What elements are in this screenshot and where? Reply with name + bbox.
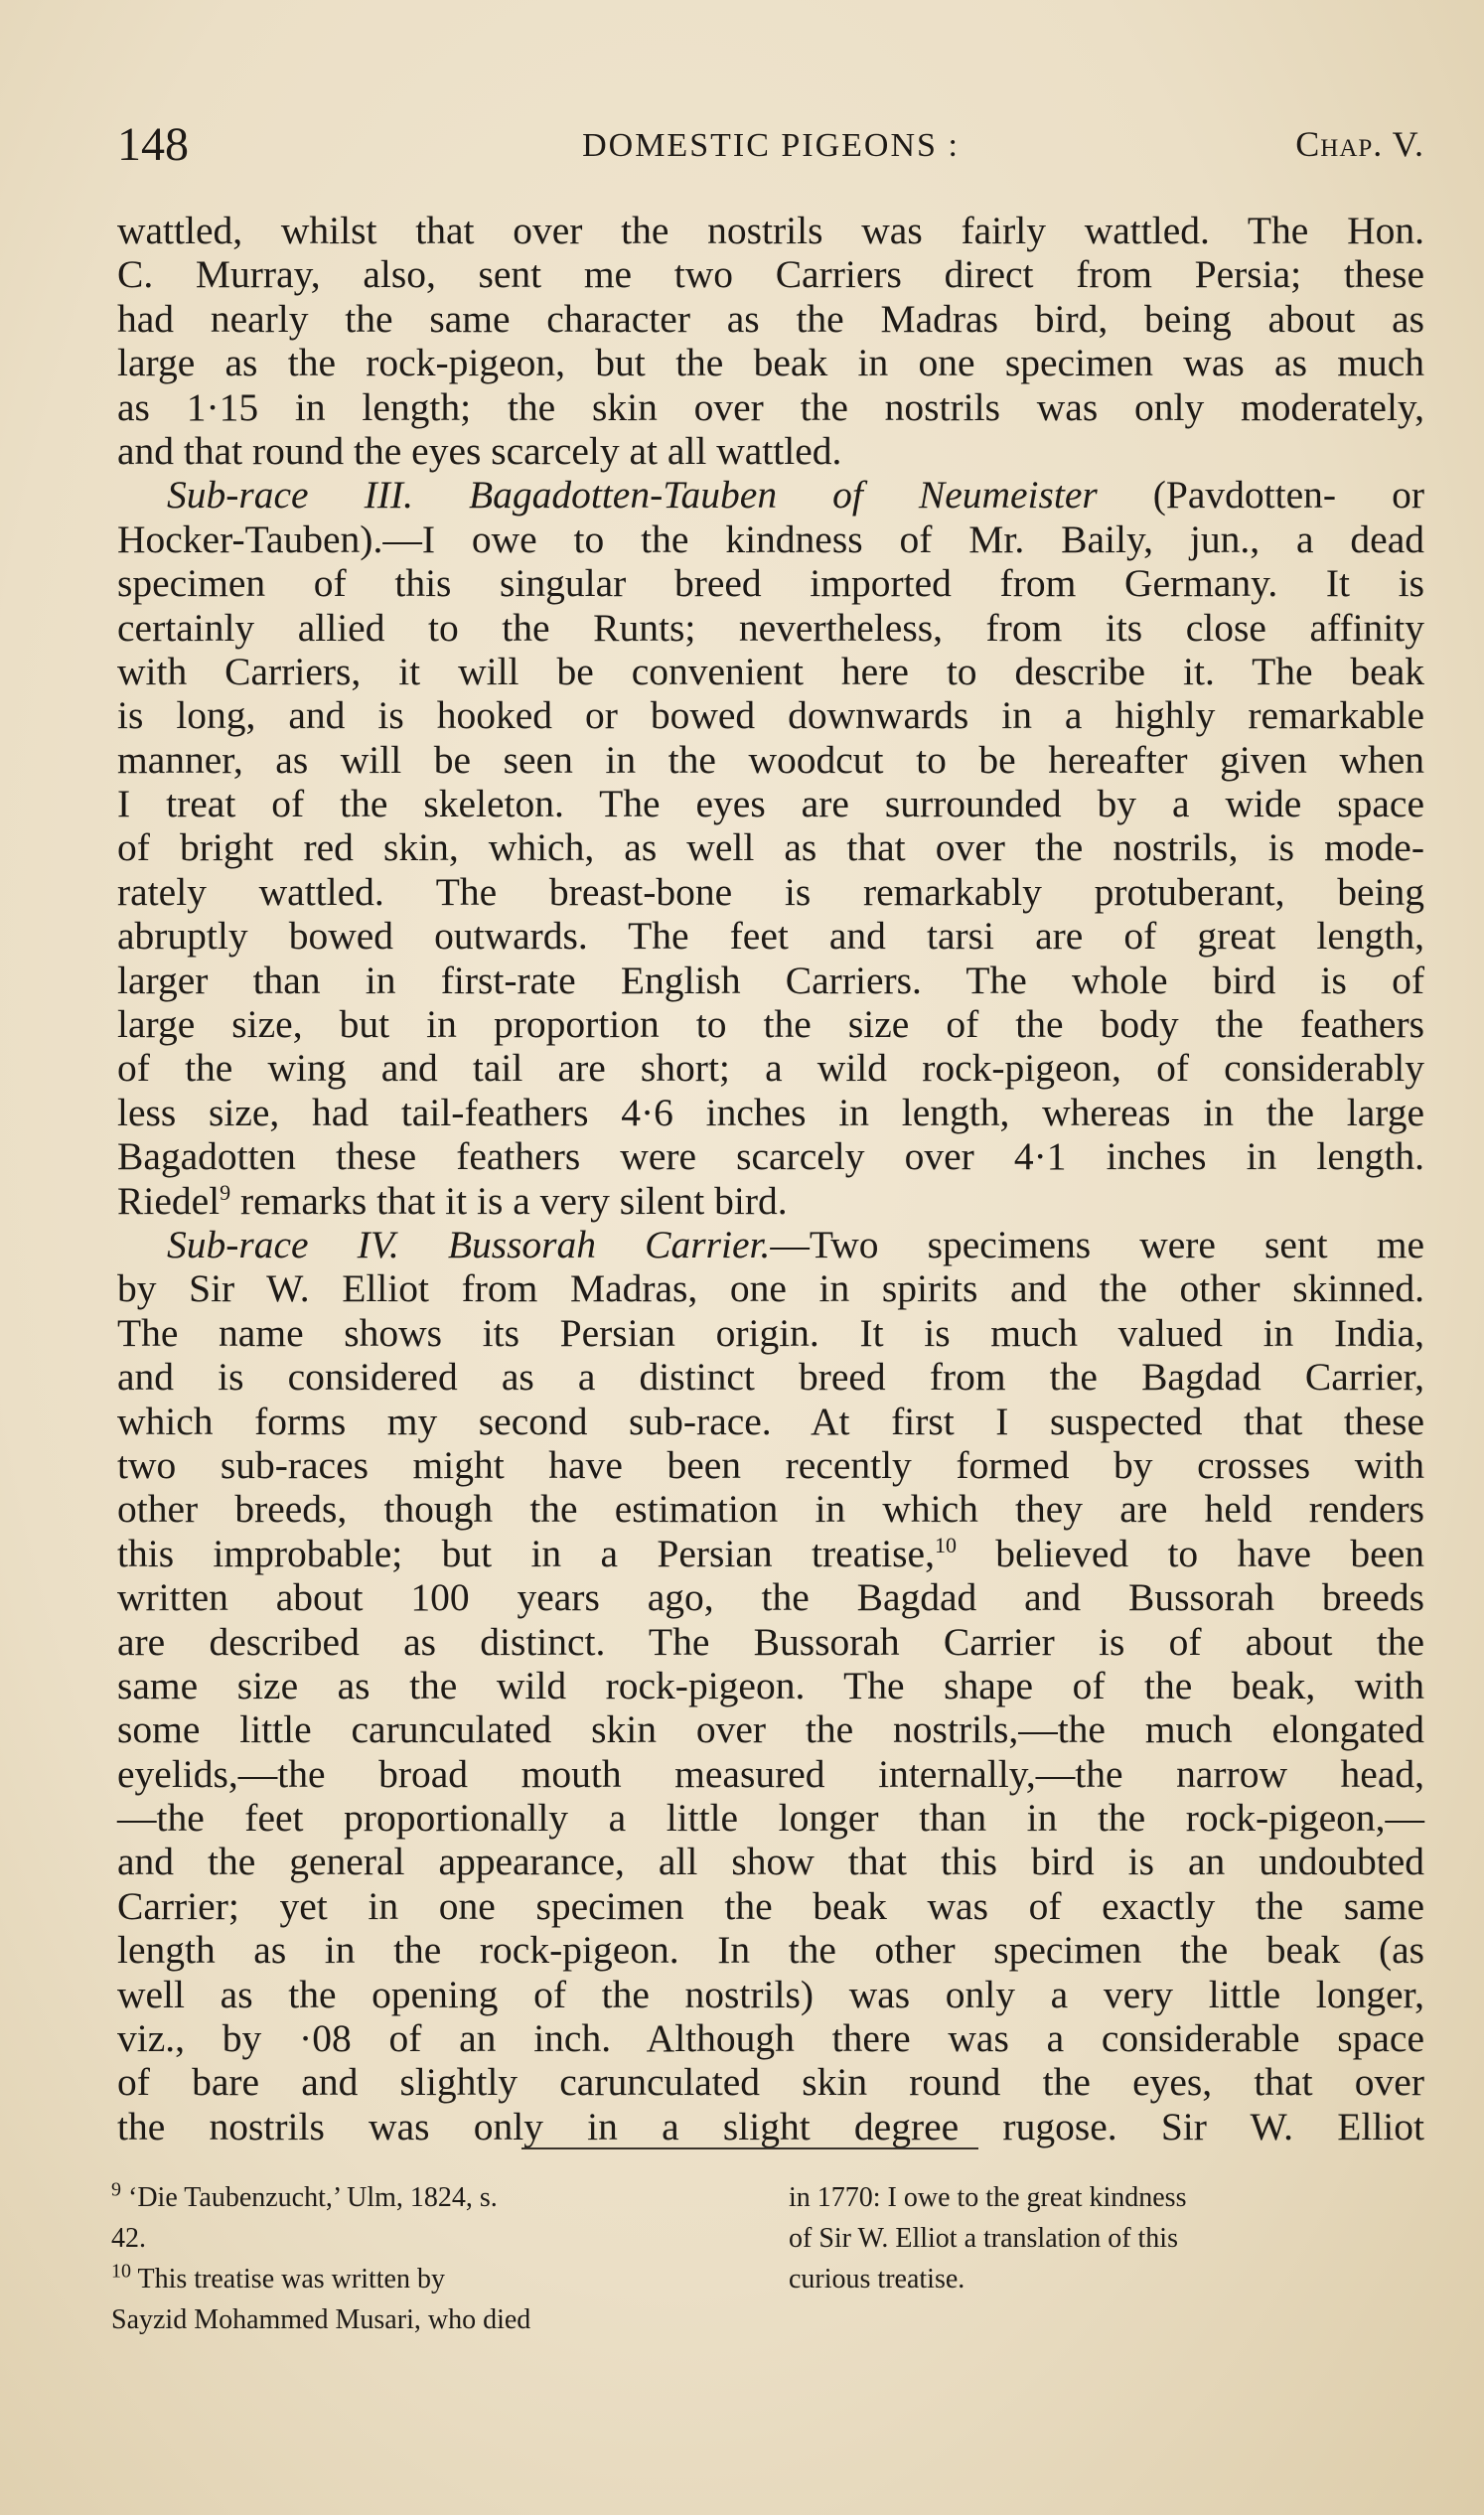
body-text-fragment: believed to have been [956,1531,1424,1575]
body-line: which forms my second sub-race. At first I suspected that these [117,1399,1424,1443]
subrace-iii-label: Sub-race III. Bagadotten-Tauben of Neumeister [167,473,1098,518]
body-line: viz., by ·08 of an inch. Although there was a considerable space [117,2016,1424,2061]
body-line [117,1532,1424,1575]
footnotes [111,2177,1424,2406]
body-line: had nearly the same character as the Madras bird, being about as [117,296,1424,341]
footnote-text: This treatise was written by [131,2264,445,2294]
body-line: certainly allied to the Runts; nevertheless, from its close affinity [117,605,1424,650]
page-number: 148 [117,118,189,171]
body-line: are described as distinct. The Bussorah Carrier is of about the [117,1619,1424,1664]
footnote-reference: 9 [220,1179,231,1205]
footnote-marker: 9 [111,2178,121,2201]
body-line: wattled, whilst that over the nostrils was fairly wattled. The Hon. [117,209,1424,252]
footnote-reference: 10 [934,1532,957,1557]
body-line: larger than in first-rate English Carriers. The whole bird is of [117,958,1424,1002]
body-line: other breeds, though the estimation in which they are held renders [117,1487,1424,1532]
body-line: large size, but in proportion to the size of the body the feathers [117,1002,1424,1047]
body-line: and is considered as a distinct breed from the Bagdad Carrier, [117,1355,1424,1400]
body-line: and the general appearance, all show that this bird is an undoubted [117,1840,1424,1884]
body-text-fragment: this improbable; but in a Persian treatise, [117,1531,935,1575]
body-line: the nostrils was only in a slight degree rugose. Sir W. Elliot [117,2104,1424,2148]
body-text-fragment: —Two specimens were sent me [770,1222,1424,1266]
footnote-line [111,2218,739,2259]
body-text-fragment: Riedel [117,1178,221,1223]
body-line: specimen of this singular breed imported from Germany. It is [117,561,1424,606]
footnotes-right-column [789,2177,1424,2299]
footnote-rule [521,2147,978,2149]
body-line: Hocker-Tauben).—I owe to the kindness of Mr. Baily, jun., a dead [117,517,1424,561]
footnote-line: in 1770: I owe to the great kindness [789,2182,1187,2213]
body-line: with Carriers, it will be convenient here to describe it. The beak [117,649,1424,693]
subrace-iv-heading-line [117,1223,1424,1266]
body-line: and that round the eyes scarcely at all wattled. [117,428,842,473]
body-line: of the wing and tail are short; a wild rock-pigeon, of considerably [117,1046,1424,1091]
subrace-iv-label: Sub-race IV. Bussorah Carrier. [167,1222,771,1266]
footnote-line [111,2177,739,2218]
body-line: by Sir W. Elliot from Madras, one in spirits and the other skinned. [117,1266,1424,1311]
body-line: abruptly bowed outwards. The feet and tarsi are of great length, [117,914,1424,959]
body-line: —the feet proportionally a little longer than in the rock-pigeon,— [117,1796,1424,1841]
body-line: some little carunculated skin over the nostrils,—the much elongated [117,1707,1424,1752]
body-line: is long, and is hooked or bowed downwards in a highly remarkable [117,693,1424,738]
body-text-fragment: (Pavdotten- or [1097,473,1424,518]
body-line: The name shows its Persian origin. It is much valued in India, [117,1310,1424,1355]
body-line: well as the opening of the nostrils) was only a very little longer, [117,1972,1424,2016]
footnote-line: curious treatise. [789,2264,965,2294]
running-head [117,117,1424,177]
body-line: less size, had tail-feathers 4·6 inches in length, whereas in the large [117,1090,1424,1134]
body-text-fragment: remarks that it is a very silent bird. [230,1178,788,1223]
body-line: as 1·15 in length; the skin over the nostrils was only moderately, [117,384,1424,429]
body-line: two sub-races might have been recently formed by crosses with [117,1442,1424,1487]
body-line: rately wattled. The breast-bone is remarkably protuberant, being [117,869,1424,914]
footnotes-left-column [111,2177,739,2340]
footnote-marker: 10 [111,2260,131,2283]
footnote-line [111,2299,739,2340]
subrace-iii-heading-line [117,473,1424,517]
footnote-text: Sayzid Mohammed Musari, who died [111,2304,531,2335]
body-line: I treat of the skeleton. The eyes are surrounded by a wide space [117,782,1424,826]
running-title: DOMESTIC PIGEONS : [582,127,960,164]
footnote-line: of Sir W. Elliot a translation of this [789,2223,1178,2254]
body-line: of bare and slightly carunculated skin round the eyes, that over [117,2060,1424,2105]
body-line: written about 100 years ago, the Bagdad and Bussorah breeds [117,1575,1424,1620]
body-line: manner, as will be seen in the woodcut to be hereafter given when [117,737,1424,782]
footnote-text: ‘Die Taubenzucht,’ Ulm, 1824, s. [121,2182,498,2213]
body-line: Carrier; yet in one specimen the beak was of exactly the same [117,1883,1424,1928]
body-line: length as in the rock-pigeon. In the other specimen the beak (as [117,1928,1424,1973]
body-line [117,1179,1424,1223]
body-line: Bagadotten these feathers were scarcely over 4·1 inches in length. [117,1134,1424,1179]
chapter-reference: Chap. V. [1295,124,1424,164]
footnote-text: 42. [111,2223,146,2254]
body-line: eyelids,—the broad mouth measured internally,—the narrow head, [117,1751,1424,1796]
body-line: same size as the wild rock-pigeon. The shape of the beak, with [117,1663,1424,1707]
body-text [117,209,1424,2148]
footnote-line [111,2259,739,2299]
body-line: of bright red skin, which, as well as that over the nostrils, is mode- [117,825,1424,870]
body-line: large as the rock-pigeon, but the beak in one specimen was as much [117,341,1424,385]
body-line: C. Murray, also, sent me two Carriers direct from Persia; these [117,252,1424,297]
